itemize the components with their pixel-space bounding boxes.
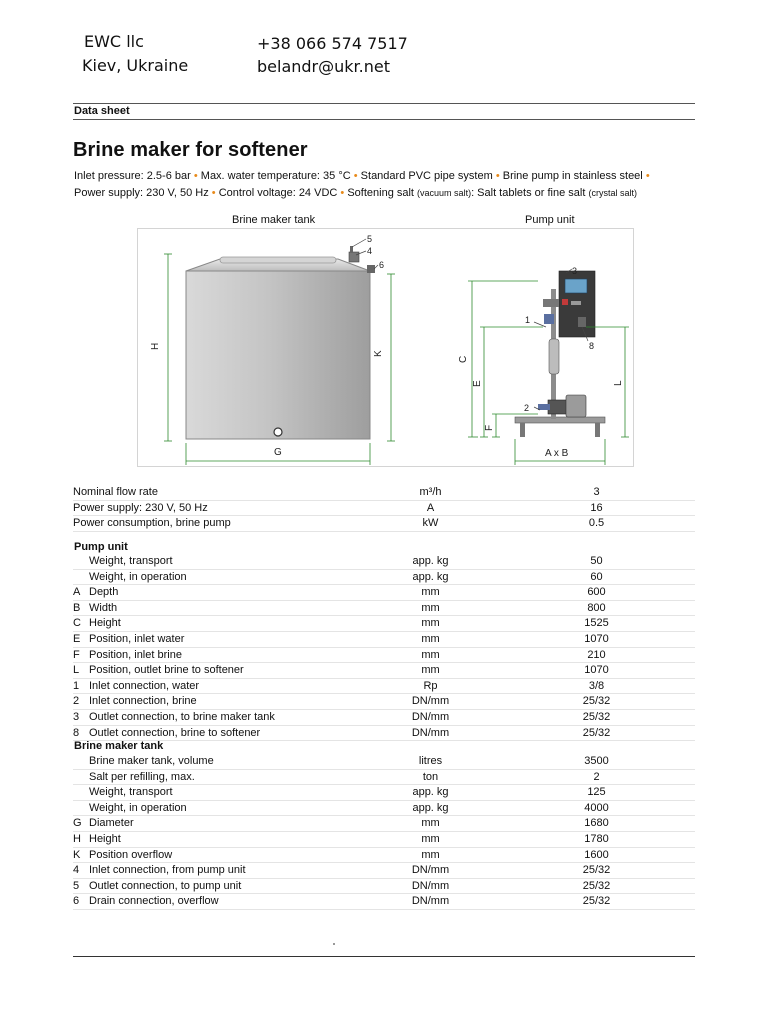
spec-value: 25/32	[498, 894, 695, 910]
table-row	[73, 894, 695, 910]
spec-name: Position overflow	[89, 848, 173, 861]
dim-label-axb: A x B	[545, 448, 569, 459]
dim-label-e: E	[472, 380, 483, 387]
table-row	[73, 769, 695, 785]
spec-name-cell	[73, 785, 363, 801]
technical-drawing-svg	[138, 229, 633, 466]
spec-unit: Rp	[363, 678, 498, 694]
spec-name: Position, outlet brine to softener	[89, 664, 244, 677]
spec-unit: mm	[363, 831, 498, 847]
spec-value: 3/8	[498, 678, 695, 694]
callout-5: 5	[367, 234, 373, 244]
spec-value: 60	[498, 569, 695, 585]
table-row	[73, 647, 695, 663]
spec-value: 125	[498, 785, 695, 801]
spec-name: Power consumption, brine pump	[73, 517, 231, 530]
spec-name: Outlet connection, brine to softener	[89, 726, 261, 739]
spec-unit: litres	[363, 754, 498, 769]
salt-types: : Salt tablets or fine salt	[471, 187, 586, 199]
spec-code: 5	[73, 879, 80, 892]
email-address: belandr@ukr.net	[257, 57, 390, 76]
spec-unit: mm	[363, 600, 498, 616]
spec-unit: mm	[363, 847, 498, 863]
spec-name: Diameter	[89, 817, 134, 830]
spec-name-cell	[73, 754, 363, 769]
spec-code: L	[73, 664, 80, 677]
max-water-temp: Max. water temperature: 35 °C	[200, 170, 351, 182]
callout-1: 1	[525, 315, 531, 325]
pipe-system: Standard PVC pipe system	[360, 170, 493, 182]
spec-name: Position, inlet brine	[89, 648, 182, 661]
spec-name-cell	[73, 500, 363, 516]
spec-name-cell	[73, 663, 363, 679]
spec-name: Weight, transport	[89, 555, 173, 567]
table-row	[73, 785, 695, 801]
table-row	[73, 516, 695, 532]
tank-spec-table	[73, 754, 695, 910]
spec-code: B	[73, 601, 81, 614]
tank-section-heading: Brine maker tank	[74, 740, 164, 752]
spec-value: 210	[498, 647, 695, 663]
vacuum-salt-note: (vacuum salt)	[417, 188, 472, 198]
spec-value: 1070	[498, 663, 695, 679]
table-row	[73, 831, 695, 847]
bullet-icon: •	[211, 187, 216, 199]
spec-name-cell	[73, 800, 363, 816]
spec-value: 0.5	[498, 516, 695, 532]
spec-name-cell	[73, 725, 363, 741]
spec-value: 1780	[498, 831, 695, 847]
spec-code: H	[73, 832, 81, 845]
spec-unit: m³/h	[363, 485, 498, 500]
spec-code: 3	[73, 710, 80, 723]
spec-code: E	[73, 632, 81, 645]
spec-name-cell	[73, 585, 363, 601]
table-row	[73, 678, 695, 694]
spec-name-cell	[73, 863, 363, 879]
spec-code: K	[73, 848, 81, 861]
brine-tank-drawing	[186, 246, 375, 439]
callout-2: 2	[524, 403, 530, 413]
spec-name-cell	[73, 600, 363, 616]
phone-number: +38 066 574 7517	[257, 34, 408, 53]
table-row	[73, 554, 695, 569]
spec-name-cell	[73, 894, 363, 910]
spec-code: 1	[73, 679, 80, 692]
dim-label-k: K	[373, 350, 384, 357]
spec-value: 25/32	[498, 694, 695, 710]
tank-caption: Brine maker tank	[232, 214, 316, 226]
table-row	[73, 725, 695, 741]
table-row	[73, 585, 695, 601]
spec-unit: A	[363, 500, 498, 516]
pump-caption: Pump unit	[525, 214, 575, 226]
dim-label-l: L	[613, 380, 624, 386]
table-row	[73, 616, 695, 632]
softening-salt-label: Softening salt	[347, 187, 414, 199]
control-voltage: Control voltage: 24 VDC	[218, 187, 338, 199]
table-row	[73, 663, 695, 679]
spec-name: Brine maker tank, volume	[89, 755, 214, 767]
callout-6: 6	[379, 260, 385, 270]
spec-name: Height	[89, 832, 121, 845]
spec-name: Weight, in operation	[89, 801, 187, 814]
spec-unit: mm	[363, 816, 498, 832]
spec-code: C	[73, 617, 81, 630]
spec-name: Outlet connection, to pump unit	[89, 879, 242, 892]
spec-code: G	[73, 817, 82, 830]
spec-unit: app. kg	[363, 569, 498, 585]
spec-unit: DN/mm	[363, 863, 498, 879]
table-row	[73, 694, 695, 710]
spec-code: 6	[73, 895, 80, 908]
dim-label-g: G	[274, 447, 282, 458]
spec-code: 4	[73, 864, 80, 877]
bullet-icon: •	[645, 170, 650, 182]
spec-name-cell	[73, 485, 363, 500]
table-row	[73, 485, 695, 500]
spec-name-cell	[73, 694, 363, 710]
bullet-icon: •	[340, 187, 345, 199]
table-row	[73, 500, 695, 516]
table-row	[73, 569, 695, 585]
spec-value: 1525	[498, 616, 695, 632]
doc-type-label: Data sheet	[74, 105, 130, 117]
spec-name-cell	[73, 647, 363, 663]
spec-name: Inlet connection, from pump unit	[89, 864, 246, 877]
intro-line-1	[74, 168, 714, 185]
bullet-icon: •	[495, 170, 500, 182]
spec-value: 16	[498, 500, 695, 516]
company-location: Kiev, Ukraine	[82, 56, 189, 75]
spec-unit: DN/mm	[363, 878, 498, 894]
spec-name-cell	[73, 769, 363, 785]
header-rule	[73, 103, 695, 104]
spec-unit: app. kg	[363, 554, 498, 569]
spec-unit: DN/mm	[363, 894, 498, 910]
spec-unit: DN/mm	[363, 694, 498, 710]
spec-unit: mm	[363, 631, 498, 647]
pump-dimensions	[468, 281, 629, 465]
spec-name: Position, inlet water	[89, 632, 185, 645]
spec-name: Drain connection, overflow	[89, 895, 219, 908]
spec-unit: app. kg	[363, 785, 498, 801]
spec-unit: ton	[363, 769, 498, 785]
power-supply: Power supply: 230 V, 50 Hz	[74, 187, 209, 199]
table-row	[73, 816, 695, 832]
spec-unit: DN/mm	[363, 725, 498, 741]
page-title: Brine maker for softener	[73, 139, 308, 161]
spec-name: Height	[89, 617, 121, 630]
spec-name: Inlet connection, brine	[89, 695, 197, 708]
spec-name-cell	[73, 816, 363, 832]
spec-name: Power supply: 230 V, 50 Hz	[73, 501, 208, 514]
spec-name: Inlet connection, water	[89, 679, 200, 692]
table-row	[73, 600, 695, 616]
spec-name-cell	[73, 847, 363, 863]
bullet-icon: •	[193, 170, 198, 182]
company-name: EWC llc	[84, 32, 144, 51]
spec-name-cell	[73, 878, 363, 894]
intro-line-2	[74, 185, 714, 202]
spec-name: Weight, transport	[89, 786, 173, 799]
spec-code: 8	[73, 726, 80, 739]
spec-code: 2	[73, 695, 80, 708]
spec-value: 2	[498, 769, 695, 785]
callout-3: 3	[572, 266, 578, 276]
inlet-pressure: Inlet pressure: 2.5-6 bar	[74, 170, 191, 182]
spec-value: 50	[498, 554, 695, 569]
dim-label-c: C	[458, 355, 469, 363]
spec-value: 600	[498, 585, 695, 601]
spec-name-cell	[73, 569, 363, 585]
crystal-salt-note: (crystal salt)	[588, 188, 637, 198]
spec-value: 25/32	[498, 878, 695, 894]
general-spec-table	[73, 485, 695, 532]
spec-name: Salt per refilling, max.	[89, 770, 195, 783]
spec-value: 1680	[498, 816, 695, 832]
table-row	[73, 754, 695, 769]
spec-unit: kW	[363, 516, 498, 532]
spec-name: Depth	[89, 586, 119, 599]
pump-section-heading: Pump unit	[74, 541, 128, 553]
spec-value: 1600	[498, 847, 695, 863]
spec-name-cell	[73, 831, 363, 847]
doc-type-rule	[73, 119, 695, 120]
spec-unit: mm	[363, 616, 498, 632]
bullet-icon: •	[353, 170, 358, 182]
footer-mark	[333, 943, 335, 945]
spec-name-cell	[73, 631, 363, 647]
spec-unit: mm	[363, 663, 498, 679]
pump-spec-table	[73, 554, 695, 741]
spec-value: 4000	[498, 800, 695, 816]
dim-label-f: F	[484, 424, 495, 431]
spec-name: Width	[89, 601, 118, 614]
callout-4: 4	[367, 246, 373, 256]
table-row	[73, 631, 695, 647]
spec-code: F	[73, 648, 80, 661]
spec-name-cell	[73, 554, 363, 569]
brine-pump-material: Brine pump in stainless steel	[502, 170, 643, 182]
spec-value: 800	[498, 600, 695, 616]
spec-value: 3	[498, 485, 695, 500]
footer-rule	[73, 956, 695, 957]
spec-name: Nominal flow rate	[73, 486, 158, 498]
spec-unit: mm	[363, 585, 498, 601]
table-row	[73, 800, 695, 816]
spec-unit: app. kg	[363, 800, 498, 816]
spec-unit: mm	[363, 647, 498, 663]
spec-name: Outlet connection, to brine maker tank	[89, 710, 275, 723]
spec-name-cell	[73, 616, 363, 632]
technical-drawing	[137, 228, 634, 467]
spec-name: Weight, in operation	[89, 570, 187, 583]
spec-name-cell	[73, 709, 363, 725]
intro-specs	[74, 168, 714, 202]
table-row	[73, 863, 695, 879]
spec-value: 1070	[498, 631, 695, 647]
spec-code: A	[73, 586, 81, 599]
spec-unit: DN/mm	[363, 709, 498, 725]
dim-label-h: H	[150, 342, 161, 350]
spec-value: 3500	[498, 754, 695, 769]
spec-name-cell	[73, 678, 363, 694]
spec-value: 25/32	[498, 725, 695, 741]
callout-8: 8	[589, 341, 595, 351]
spec-name-cell	[73, 516, 363, 532]
table-row	[73, 847, 695, 863]
spec-value: 25/32	[498, 863, 695, 879]
table-row	[73, 709, 695, 725]
spec-value: 25/32	[498, 709, 695, 725]
table-row	[73, 878, 695, 894]
